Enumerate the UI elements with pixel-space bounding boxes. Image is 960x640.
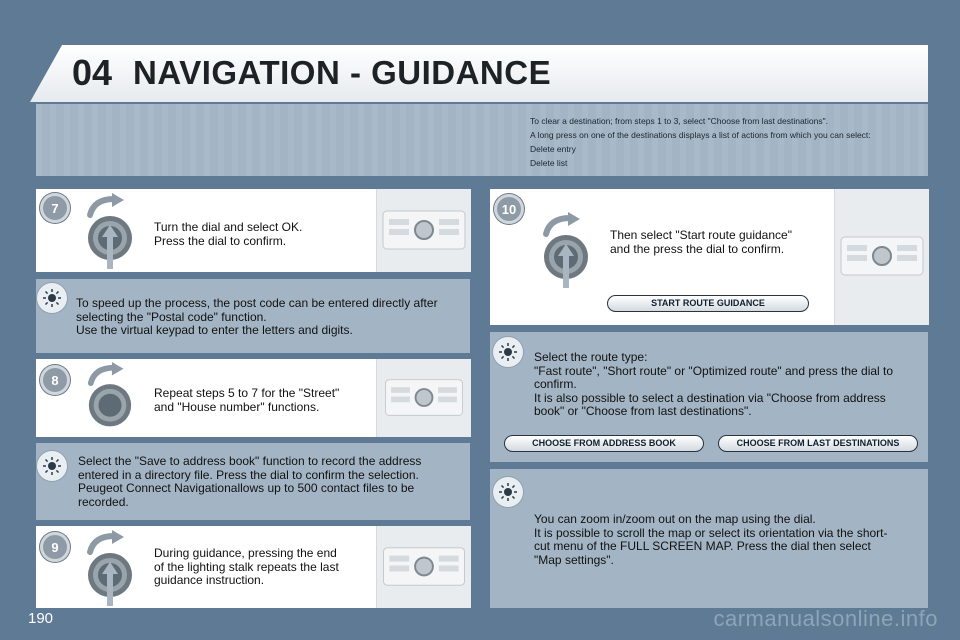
- page-title: NAVIGATION - GUIDANCE: [133, 54, 552, 91]
- choose-from-address-book-button[interactable]: CHOOSE FROM ADDRESS BOOK: [504, 435, 704, 452]
- tip-4-text: [534, 513, 924, 567]
- dial-graphic: [80, 530, 140, 613]
- text-line: book" or "Choose from last destinations".: [534, 404, 752, 418]
- radio-console-icon: [376, 189, 471, 272]
- step-7-text: [154, 221, 302, 248]
- text-line: It is possible to scroll the map or select its orientation via the short-: [534, 525, 888, 540]
- intro-line: Delete list: [530, 158, 568, 168]
- dial-graphic: [80, 362, 140, 442]
- text-line: Peugeot Connect Navigationallows up to 500 contact files to be: [78, 481, 415, 495]
- step-badge: 10: [494, 194, 524, 224]
- step-9-text: [154, 547, 339, 588]
- step-badge: 7: [40, 193, 70, 223]
- text-line: Use the virtual keypad to enter the letters and digits.: [76, 323, 353, 337]
- chapter-number: 04: [72, 52, 113, 93]
- text-line: You can zoom in/zoom out on the map using the dial.: [534, 512, 816, 526]
- intro-text: [530, 114, 925, 170]
- text-line: and the press the dial to confirm.: [610, 241, 785, 256]
- tip-2-text: [78, 455, 468, 509]
- step-10-text: [610, 229, 792, 256]
- watermark: carmanualsonline.info: [713, 606, 938, 631]
- intro-line: To clear a destination; from steps 1 to 3, select "Choose from last destinations".: [530, 116, 829, 126]
- text-line: selecting the "Postal code" function.: [76, 309, 267, 324]
- radio-console-icon: [376, 359, 471, 437]
- text-line: During guidance, pressing the end: [154, 546, 337, 560]
- radio-console-icon: [834, 189, 929, 325]
- text-line: cut menu of the FULL SCREEN MAP. Press the dial then select: [534, 539, 871, 553]
- choose-from-last-destinations-button[interactable]: CHOOSE FROM LAST DESTINATIONS: [718, 435, 918, 452]
- text-line: To speed up the process, the post code can be entered directly after: [76, 296, 438, 310]
- dial-graphic: [536, 210, 596, 297]
- text-line: recorded.: [78, 494, 129, 509]
- text-line: Select the route type:: [534, 350, 648, 364]
- text-line: Press the dial to confirm.: [154, 233, 287, 248]
- header-notch: [30, 45, 62, 102]
- sun-tip-icon: [493, 337, 523, 367]
- dial-graphic: [80, 193, 140, 276]
- sun-tip-icon: [493, 477, 523, 507]
- text-line: guidance instruction.: [154, 573, 265, 587]
- text-line: confirm.: [534, 377, 577, 391]
- dial-icon: [80, 362, 140, 437]
- text-line: "Fast route", "Short route" or "Optimized route" and press the dial to: [534, 363, 894, 378]
- start-route-guidance-button[interactable]: START ROUTE GUIDANCE: [607, 295, 809, 312]
- tip-1-text: [76, 297, 466, 338]
- step-badge: 8: [40, 365, 70, 395]
- text-line: Select the "Save to address book" function to record the address: [78, 454, 422, 468]
- text-line: It is also possible to select a destination via "Choose from address: [534, 390, 886, 405]
- sun-tip-icon: [37, 283, 67, 313]
- dial-icon: [536, 210, 596, 292]
- sun-tip-icon: [37, 451, 67, 481]
- text-line: entered in a directory file. Press the dial to confirm the selection.: [78, 467, 419, 482]
- text-line: Repeat steps 5 to 7 for the "Street": [154, 386, 340, 400]
- step-8-text: [154, 387, 339, 414]
- step-badge: 9: [40, 532, 70, 562]
- text-line: Then select "Start route guidance": [610, 228, 792, 242]
- radio-console-icon: [376, 526, 471, 608]
- intro-line: Delete entry: [530, 144, 576, 154]
- text-line: of the lighting stalk repeats the last: [154, 559, 339, 574]
- intro-line: A long press on one of the destinations displays a list of actions from which you can select:: [530, 130, 871, 140]
- dial-icon: [80, 193, 140, 271]
- tip-3-text: [534, 351, 924, 419]
- text-line: and "House number" functions.: [154, 399, 320, 414]
- page-number: 190: [28, 610, 54, 627]
- dial-icon: [80, 530, 140, 608]
- text-line: "Map settings".: [534, 552, 614, 567]
- text-line: Turn the dial and select OK.: [154, 220, 303, 234]
